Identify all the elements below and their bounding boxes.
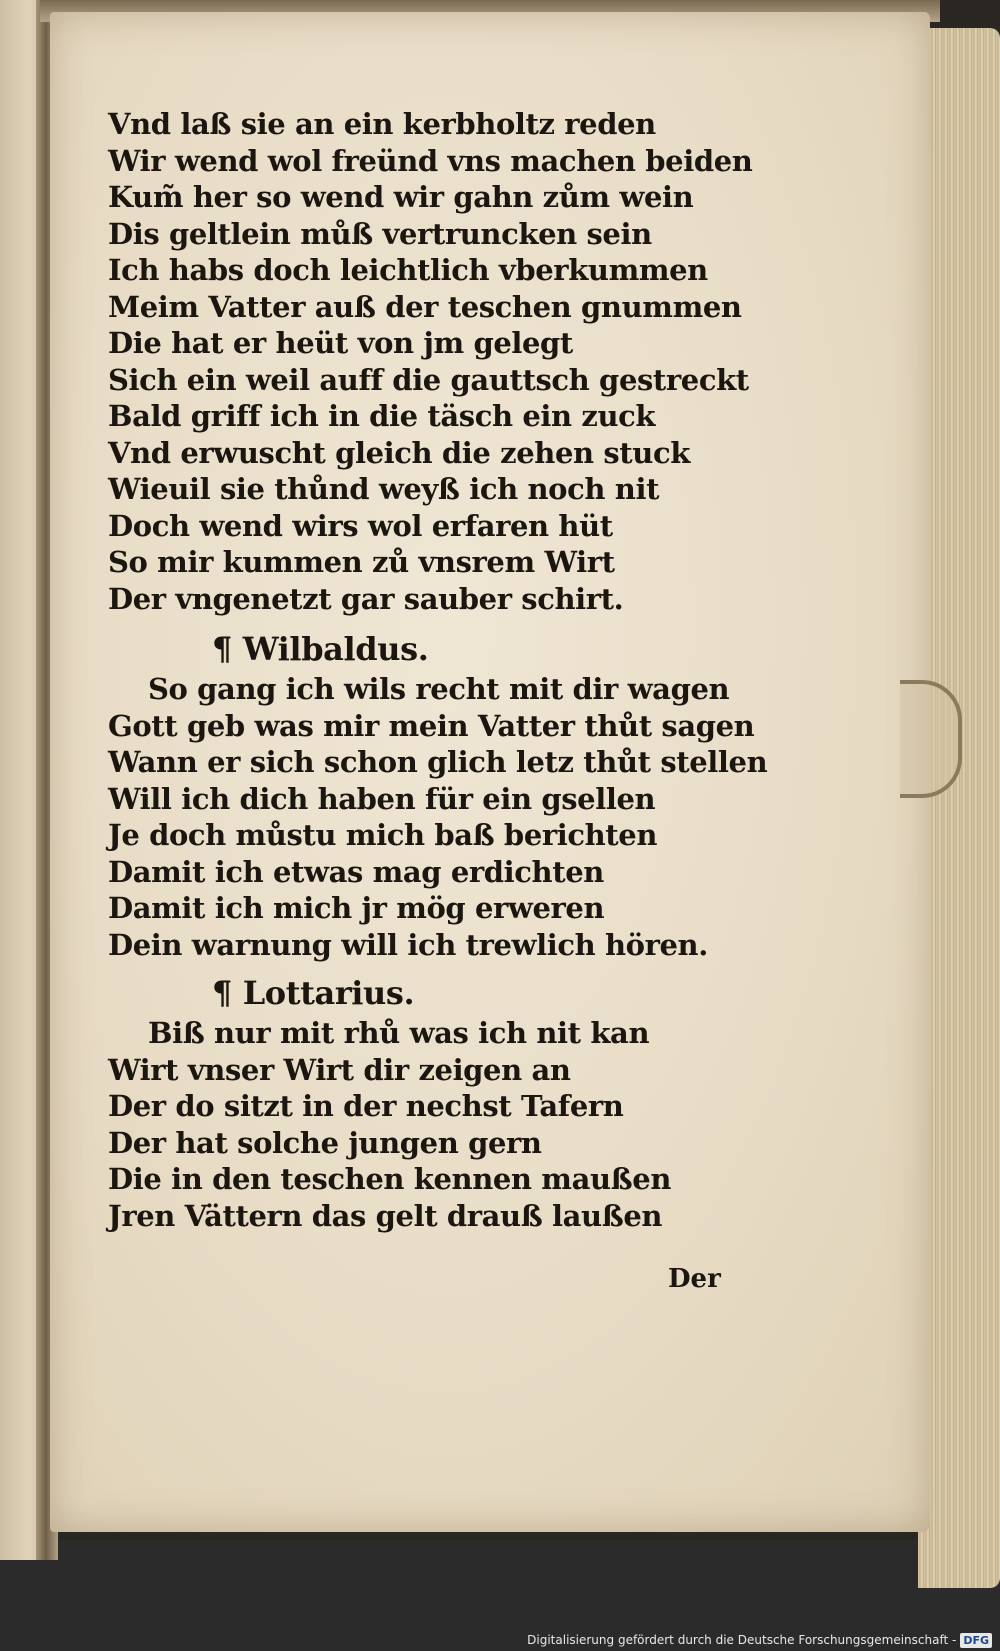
verse-block-1 — [108, 106, 753, 617]
verse-line: So mir kummen zů vnsrem Wirt — [108, 545, 615, 579]
verse-line: Biß nur mit rhů was ich nit kan — [148, 1016, 650, 1050]
verse-line: Jren Vättern das gelt drauß laußen — [108, 1198, 663, 1233]
verse-line: Dis geltlein můß vertruncken sein — [108, 216, 652, 251]
verse-line: Wann er sich schon glich letz thůt stellen — [108, 745, 768, 779]
verse-line: Der vngenetzt gar sauber schirt. — [108, 581, 624, 616]
verse-block-3 — [108, 1015, 748, 1234]
footer-credit: Digitalisierung gefördert durch die Deutsche Forschungsgemeinschaft - — [527, 1633, 957, 1647]
poem-text — [108, 106, 768, 1234]
verse-line: Damit ich mich jr mög erweren — [108, 891, 605, 925]
digitization-footer — [527, 1631, 992, 1649]
catchword: Der — [668, 1264, 721, 1294]
verse-line: Gott geb was mir mein Vatter thůt sagen — [108, 708, 755, 743]
verse-line: Wirt vnser Wirt dir zeigen an — [108, 1052, 571, 1087]
verse-line: Ich habs doch leichtlich vberkummen — [108, 253, 708, 287]
verse-line: Wir wend wol freünd vns machen beiden — [108, 143, 753, 178]
verse-line: Dein warnung will ich trewlich hören. — [108, 927, 708, 962]
verse-line: Wieuil sie thůnd weyß ich noch nit — [108, 472, 660, 506]
verse-line: Der do sitzt in der nechst Tafern — [108, 1089, 624, 1123]
verse-line: Bald griff ich in die täsch ein zuck — [108, 399, 656, 433]
verse-line: Doch wend wirs wol erfaren hüt — [108, 508, 613, 543]
speaker-heading-wilbaldus: ¶ Wilbaldus. — [212, 630, 429, 668]
verse-line: Der hat solche jungen gern — [108, 1125, 542, 1160]
verse-line: Will ich dich haben für ein gsellen — [108, 781, 656, 816]
verse-line: So gang ich wils recht mit dir wagen — [148, 672, 730, 706]
dfg-logo: DFG — [960, 1633, 992, 1648]
page-stack-edge — [918, 28, 1000, 1588]
speaker-heading-lottarius: ¶ Lottarius. — [212, 974, 415, 1012]
verse-block-2 — [108, 671, 768, 963]
verse-line: Kum̃ her so wend wir gahn zům wein — [108, 180, 694, 214]
verse-line: Vnd laß sie an ein kerbholtz reden — [108, 107, 656, 141]
verse-line: Die in den teschen kennen maußen — [108, 1162, 672, 1196]
verse-line: Die hat er heüt von jm gelegt — [108, 326, 573, 360]
verse-line: Sich ein weil auff die gauttsch gestreckt — [108, 362, 749, 397]
verse-line: Je doch můstu mich baß berichten — [108, 818, 658, 852]
book-clasp — [900, 680, 962, 798]
verse-line: Damit ich etwas mag erdichten — [108, 854, 604, 889]
verse-line: Meim Vatter auß der teschen gnummen — [108, 289, 742, 324]
verse-line: Vnd erwuscht gleich die zehen stuck — [108, 435, 690, 470]
